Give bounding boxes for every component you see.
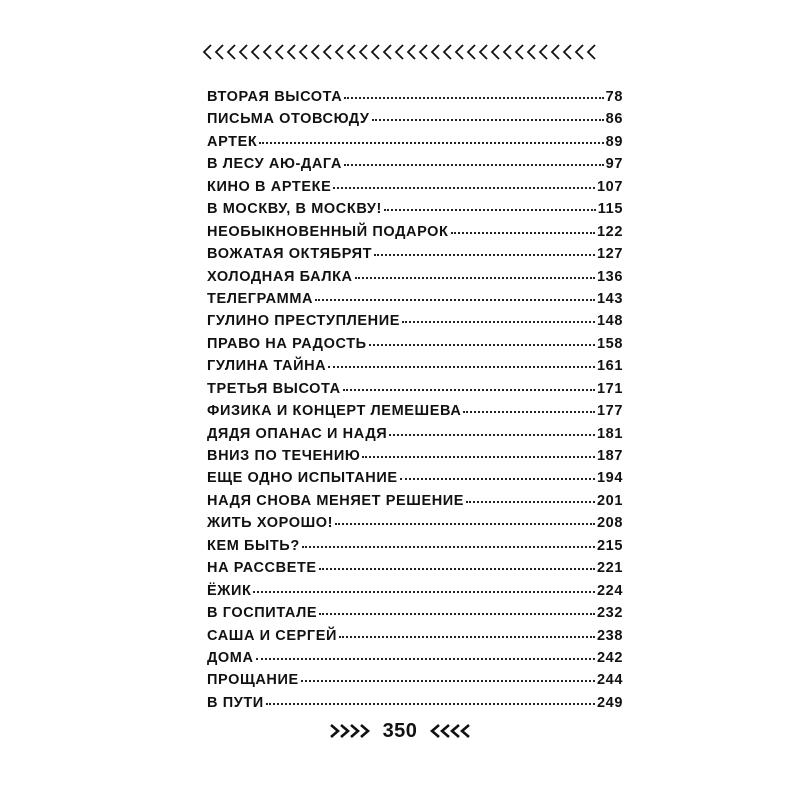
toc-entry xyxy=(207,224,623,246)
toc-entry-title: ВНИЗ ПО ТЕЧЕНИЮ xyxy=(207,448,361,464)
dot-leader xyxy=(362,456,595,458)
toc-entry xyxy=(207,291,623,313)
ornament-chevron xyxy=(588,45,595,59)
ornament-chevron xyxy=(552,45,559,59)
ornament-chevron xyxy=(504,45,511,59)
page-number: 350 xyxy=(382,719,418,742)
toc-entry-page: 181 xyxy=(597,425,623,442)
toc-entry-title: ГУЛИНО ПРЕСТУПЛЕНИЕ xyxy=(207,313,401,330)
toc-entry xyxy=(207,89,623,111)
toc-entry-page: 78 xyxy=(605,89,623,105)
dot-leader xyxy=(344,97,603,99)
toc-entry xyxy=(207,358,623,380)
toc-entry-title: В ЛЕСУ АЮ-ДАГА xyxy=(207,156,342,173)
dot-leader xyxy=(253,591,595,593)
toc-entry xyxy=(207,695,623,717)
toc-entry-title: ВОЖАТАЯ ОКТЯБРЯТ xyxy=(207,246,373,263)
ornament-chevron xyxy=(384,45,391,59)
toc-entry-page: 107 xyxy=(597,178,623,195)
toc-entry-page: 208 xyxy=(597,515,623,532)
toc-entry-title: ДЯДЯ ОПАНАС И НАДЯ xyxy=(207,425,388,442)
toc-entry-title: НАДЯ СНОВА МЕНЯЕТ РЕШЕНИЕ xyxy=(207,492,465,509)
toc-entry xyxy=(207,201,623,223)
double-chevron-right-icon xyxy=(327,722,379,740)
ornament-chevron xyxy=(432,45,439,59)
ornament-chevron xyxy=(576,45,583,59)
dot-leader xyxy=(451,232,596,234)
toc-entry-title: АРТЕК xyxy=(207,133,258,150)
ornament-chevron xyxy=(348,45,355,59)
dot-leader xyxy=(372,119,604,121)
toc-entry xyxy=(207,426,623,448)
toc-entry-title: ДОМА xyxy=(207,649,254,666)
ornament-chevron xyxy=(420,45,427,59)
toc-entry xyxy=(207,134,623,156)
toc-entry-page: 249 xyxy=(597,694,623,711)
toc-entry-title: В ГОСПИТАЛЕ xyxy=(207,605,318,622)
dot-leader xyxy=(315,299,595,301)
table-of-contents xyxy=(207,89,623,717)
dot-leader xyxy=(335,523,595,525)
toc-entry-title: ГУЛИНА ТАЙНА xyxy=(207,358,327,375)
toc-entry xyxy=(207,246,623,268)
toc-entry xyxy=(207,538,623,560)
toc-entry xyxy=(207,515,623,537)
toc-entry-page: 201 xyxy=(597,492,623,509)
dot-leader xyxy=(319,613,595,615)
dot-leader xyxy=(256,658,595,660)
toc-entry-title: ФИЗИКА И КОНЦЕРТ ЛЕМЕШЕВА xyxy=(207,403,462,420)
toc-entry-title: КЕМ БЫТЬ? xyxy=(207,537,300,554)
ornament-chevron xyxy=(204,45,211,59)
dot-leader xyxy=(466,501,595,503)
ornament-chevron xyxy=(300,45,307,59)
dot-leader xyxy=(302,546,595,548)
ornament-chevron xyxy=(396,45,403,59)
ornament-chevron xyxy=(324,45,331,59)
toc-entry-page: 187 xyxy=(597,448,623,464)
toc-entry-page: 232 xyxy=(597,605,623,622)
ornament-chevron xyxy=(240,45,247,59)
dot-leader xyxy=(343,389,595,391)
toc-entry-page: 148 xyxy=(597,313,623,330)
toc-entry-title: НА РАССВЕТЕ xyxy=(207,560,317,577)
toc-entry xyxy=(207,605,623,627)
toc-entry-page: 136 xyxy=(597,268,623,285)
toc-entry-page: 177 xyxy=(597,403,623,420)
toc-entry-page: 97 xyxy=(605,156,623,173)
toc-entry xyxy=(207,628,623,650)
ornament-chevron xyxy=(360,45,367,59)
toc-entry-page: 171 xyxy=(597,380,623,397)
ornament-chevron xyxy=(456,45,463,59)
toc-entry-page: 215 xyxy=(597,537,623,554)
toc-entry-page: 115 xyxy=(597,201,623,218)
toc-entry xyxy=(207,493,623,515)
toc-entry-page: 224 xyxy=(597,582,623,599)
toc-entry-title: ХОЛОДНАЯ БАЛКА xyxy=(207,268,353,285)
dot-leader xyxy=(328,366,595,368)
ornament-chevron xyxy=(528,45,535,59)
ornament-chevron xyxy=(288,45,295,59)
dot-leader xyxy=(400,478,595,480)
dot-leader xyxy=(259,142,603,144)
ornament-chevron xyxy=(468,45,475,59)
ornament-chevron xyxy=(336,45,343,59)
toc-entry-page: 158 xyxy=(597,335,623,352)
dot-leader xyxy=(384,209,596,211)
dot-leader xyxy=(389,434,595,436)
toc-entry-page: 89 xyxy=(605,133,623,150)
toc-entry-page: 244 xyxy=(597,672,623,689)
toc-entry xyxy=(207,448,623,470)
toc-entry xyxy=(207,403,623,425)
ornament-chevron xyxy=(408,45,415,59)
toc-entry-title: ПИСЬМА ОТОВСЮДУ xyxy=(207,111,370,128)
ornament-chevron xyxy=(228,45,235,59)
dot-leader xyxy=(355,277,595,279)
toc-entry-page: 221 xyxy=(597,560,623,577)
toc-entry-page: 143 xyxy=(597,290,623,307)
ornament-chevron xyxy=(276,45,283,59)
ornament-chevron xyxy=(492,45,499,59)
toc-entry-title: ТЕЛЕГРАММА xyxy=(207,290,314,307)
dot-leader xyxy=(369,344,595,346)
toc-entry-title: В МОСКВУ, В МОСКВУ! xyxy=(207,201,382,218)
double-chevron-left-icon xyxy=(421,722,473,740)
toc-entry-title: ЁЖИК xyxy=(207,582,252,599)
toc-entry-title: ПРАВО НА РАДОСТЬ xyxy=(207,335,367,352)
toc-entry xyxy=(207,560,623,582)
toc-entry xyxy=(207,179,623,201)
ornament-chevron xyxy=(216,45,223,59)
dot-leader xyxy=(339,636,595,638)
toc-entry-page: 238 xyxy=(597,627,623,644)
ornament-chevron xyxy=(540,45,547,59)
toc-entry-page: 86 xyxy=(605,111,623,128)
dot-leader xyxy=(374,254,595,256)
toc-entry-title: ПРОЩАНИЕ xyxy=(207,672,299,689)
toc-entry-title: НЕОБЫКНОВЕННЫЙ ПОДАРОК xyxy=(207,223,449,240)
ornament-chevron xyxy=(252,45,259,59)
ornament-chevron xyxy=(480,45,487,59)
toc-entry-page: 122 xyxy=(597,223,623,240)
dot-leader xyxy=(319,568,595,570)
ornament-chevron xyxy=(444,45,451,59)
dot-leader xyxy=(463,411,595,413)
toc-entry-title: САША И СЕРГЕЙ xyxy=(207,627,338,644)
toc-entry xyxy=(207,313,623,335)
toc-entry xyxy=(207,336,623,358)
ornament-chevron xyxy=(312,45,319,59)
page-footer xyxy=(0,716,800,746)
dot-leader xyxy=(333,187,595,189)
toc-entry-title: КИНО В АРТЕКЕ xyxy=(207,178,332,195)
dot-leader xyxy=(402,321,595,323)
toc-entry-page: 242 xyxy=(597,649,623,666)
toc-entry xyxy=(207,269,623,291)
toc-entry-title: ЖИТЬ ХОРОШО! xyxy=(207,515,334,532)
toc-entry-title: В ПУТИ xyxy=(207,694,264,711)
toc-entry xyxy=(207,381,623,403)
toc-entry xyxy=(207,583,623,605)
toc-entry-title: ВТОРАЯ ВЫСОТА xyxy=(207,89,343,105)
toc-entry-title: ТРЕТЬЯ ВЫСОТА xyxy=(207,380,341,397)
toc-entry xyxy=(207,111,623,133)
toc-entry xyxy=(207,672,623,694)
dot-leader xyxy=(344,164,604,166)
ornament-chevron xyxy=(372,45,379,59)
ornament-chevron xyxy=(264,45,271,59)
dot-leader xyxy=(301,680,595,682)
toc-entry-title: ЕЩЕ ОДНО ИСПЫТАНИЕ xyxy=(207,470,398,487)
toc-entry-page: 127 xyxy=(597,246,623,263)
toc-entry xyxy=(207,156,623,178)
ornament-chevron xyxy=(516,45,523,59)
toc-entry-page: 194 xyxy=(597,470,623,487)
toc-entry xyxy=(207,650,623,672)
toc-entry xyxy=(207,470,623,492)
ornament-chevron xyxy=(564,45,571,59)
chevron-border-ornament xyxy=(200,40,600,64)
dot-leader xyxy=(266,703,595,705)
toc-entry-page: 161 xyxy=(597,358,623,375)
